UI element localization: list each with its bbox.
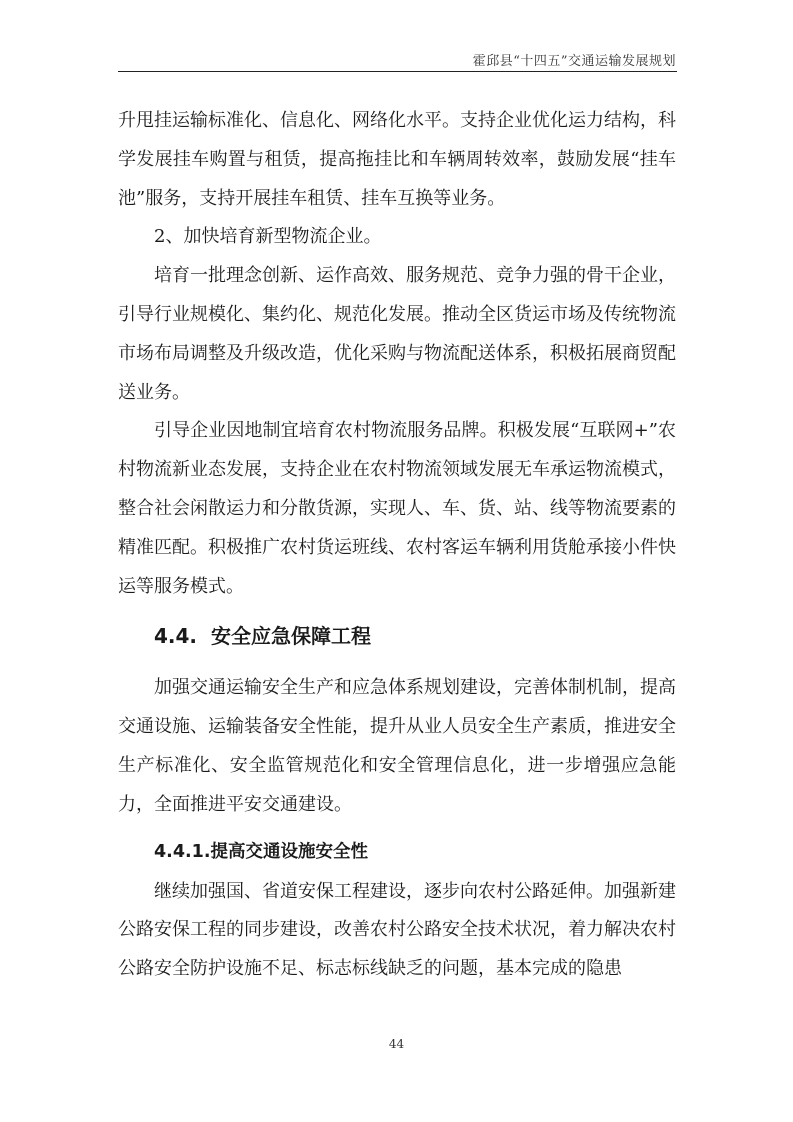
list-item-heading: 2、加快培育新型物流企业。 — [154, 226, 382, 248]
paragraph-continued: 升甩挂运输标准化、信息化、网络化水平。支持企业优化运力结构，科学发展挂车购置与租赁，提高拖挂比和车辆周转效率，鼓励发展“挂车池”服务，支持开展挂车租赁、挂车互换等业务。 — [118, 110, 676, 209]
page-number: 44 — [388, 1037, 405, 1051]
paragraph: 培育一批理念创新、运作高效、服务规范、竞争力强的骨干企业，引导行业规模化、集约化、规范化发展。推动全区货运市场及传统物流市场布局调整及升级改造，优化采购与物流配送体系，积极拓展商贸配送业务。 — [118, 265, 676, 403]
paragraph: 继续加强国、省道安保工程建设，逐步向农村公路延伸。加强新建公路安保工程的同步建设，改善农村公路安全技术状况，着力解决农村公路安全防护设施不足、标志标线缺乏的问题，基本完成的隐患 — [118, 880, 676, 980]
paragraph: 加强交通运输安全生产和应急体系规划建设，完善体制机制，提高交通设施、运输装备安全性能，提升从业人员安全生产素质，推进安全生产标准化、安全监管规范化和安全管理信息化，进一步增强应急能力，全面推进平安交通建设。 — [118, 677, 676, 815]
paragraph: 引导企业因地制宜培育农村物流服务品牌。积极发展“互联网+”农村物流新业态发展，支持企业在农村物流领域发展无车承运物流模式，整合社会闲散运力和分散货源，实现人、车、货、站、线等物流要素的精准匹配。积极推广农村货运班线、农村客运车辆利用货舱承接小件快运等服务模式。 — [118, 420, 676, 597]
section-title: 安全应急保障工程 — [211, 624, 372, 649]
section-heading-4-4 — [154, 616, 676, 656]
header-rule — [118, 71, 677, 72]
document-body — [118, 102, 676, 989]
subsection-heading-4-4-1 — [154, 833, 676, 871]
subsection-title: 提高交通设施安全性 — [210, 841, 368, 862]
subsection-number: 4.4.1. — [154, 841, 211, 862]
section-number: 4.4. — [154, 624, 198, 649]
running-header: 霍邱县“十四五”交通运输发展规划 — [472, 54, 676, 69]
